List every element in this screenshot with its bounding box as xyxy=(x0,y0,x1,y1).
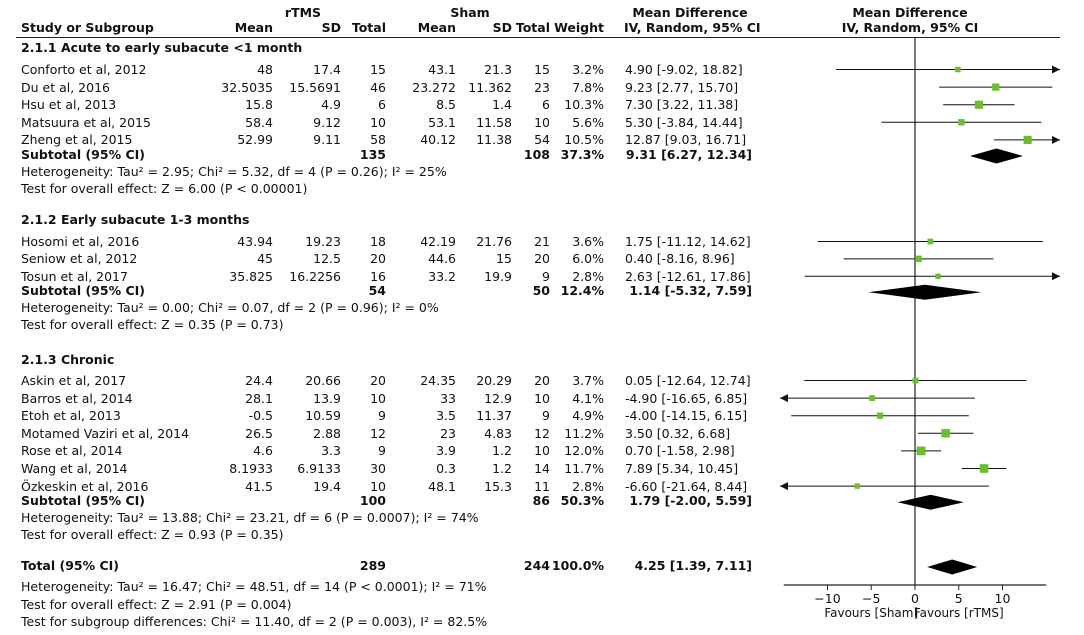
study-name: Motamed Vaziri et al, 2014 xyxy=(21,425,190,441)
rtms-mean: 52.99 xyxy=(237,132,273,148)
study-weight: 11.7% xyxy=(564,461,604,476)
study-ci: 0.40 [-8.16, 8.96] xyxy=(625,251,735,267)
header-total-rtms: Total xyxy=(351,20,386,35)
header-mean-rtms: Mean xyxy=(234,20,273,35)
header-group-sham: Sham xyxy=(450,5,490,20)
heterogeneity-text: Heterogeneity: Tau² = 0.00; Chi² = 0.07, df = 2 (P = 0.96); I² = 0% xyxy=(21,300,439,316)
rtms-mean: 15.8 xyxy=(245,97,273,113)
sham-sd: 21.76 xyxy=(476,234,512,249)
x-tick-label: −5 xyxy=(862,591,881,606)
subtotal-ci: 9.31 [6.27, 12.34] xyxy=(625,147,752,162)
study-weight: 2.8% xyxy=(572,268,604,284)
total-label: Total (95% CI) xyxy=(21,558,120,573)
rtms-mean: 26.5 xyxy=(245,425,273,441)
study-name: Özkeskin et al, 2016 xyxy=(21,478,149,494)
study-ci: 3.50 [0.32, 6.68] xyxy=(625,425,731,441)
rtms-mean: 35.825 xyxy=(229,268,273,284)
sham-mean: 23.272 xyxy=(412,79,456,95)
sham-mean: 48.1 xyxy=(428,478,456,494)
study-weight: 10.5% xyxy=(564,132,604,148)
rtms-total: 18 xyxy=(370,234,386,249)
rtms-sd: 19.4 xyxy=(313,478,341,494)
sham-mean: 33.2 xyxy=(428,268,456,284)
rtms-total: 16 xyxy=(370,268,386,284)
header-md-method: IV, Random, 95% CI xyxy=(624,20,761,35)
study-ci: 1.75 [-11.12, 14.62] xyxy=(625,234,751,249)
rtms-total: 15 xyxy=(370,62,386,77)
sham-mean: 0.3 xyxy=(436,461,456,476)
rtms-mean: 32.5035 xyxy=(221,79,273,95)
sham-mean: 44.6 xyxy=(428,251,456,267)
total-ci: 4.25 [1.39, 7.11] xyxy=(634,558,752,573)
x-tick-label: −10 xyxy=(814,591,841,606)
rtms-total: 20 xyxy=(370,373,386,388)
rtms-sd: 3.3 xyxy=(321,443,341,459)
subtotal-weight: 37.3% xyxy=(560,147,604,162)
header-group-rtms: rTMS xyxy=(284,5,322,20)
rtms-mean: 45 xyxy=(257,251,273,267)
rtms-sd: 17.4 xyxy=(313,62,341,77)
study-ci: -4.90 [-16.65, 6.85] xyxy=(625,390,748,406)
study-point-marker xyxy=(992,83,999,90)
subtotal-ci: 1.79 [-2.00, 5.59] xyxy=(629,493,752,509)
rtms-sd: 4.9 xyxy=(321,97,341,113)
study-weight: 12.0% xyxy=(564,443,604,459)
rtms-total: 9 xyxy=(378,443,386,459)
rtms-total: 20 xyxy=(370,251,386,267)
subtotal-ci: 1.14 [-5.32, 7.59] xyxy=(629,283,752,299)
study-point-marker xyxy=(917,447,926,456)
total-sham-total: 244 xyxy=(523,558,550,573)
sham-mean: 42.19 xyxy=(420,234,456,249)
sham-sd: 1.4 xyxy=(492,97,512,113)
sham-total: 14 xyxy=(534,461,550,476)
plot-title: Mean Difference xyxy=(852,5,968,20)
study-ci: 0.70 [-1.58, 2.98] xyxy=(625,443,735,459)
sham-total: 54 xyxy=(534,132,550,148)
sham-total: 21 xyxy=(534,234,550,249)
sham-sd: 12.9 xyxy=(484,390,512,406)
heterogeneity-text: Heterogeneity: Tau² = 2.95; Chi² = 5.32, df = 4 (P = 0.26); I² = 25% xyxy=(21,164,447,179)
rtms-sd: 2.88 xyxy=(313,425,341,441)
study-name: Conforto et al, 2012 xyxy=(21,62,147,77)
overall-effect-text: Test for overall effect: Z = 0.35 (P = 0.73) xyxy=(21,317,284,333)
overall-effect-text: Test for overall effect: Z = 6.00 (P < 0.00001) xyxy=(21,181,308,196)
rtms-sd: 19.23 xyxy=(305,234,341,249)
rtms-total: 9 xyxy=(378,408,386,424)
subtotal-rtms-total: 100 xyxy=(359,493,386,509)
rtms-sd: 9.12 xyxy=(313,114,341,130)
study-weight: 11.2% xyxy=(564,425,604,441)
rtms-mean: 41.5 xyxy=(245,478,273,494)
subtotal-diamond xyxy=(970,149,1023,164)
rtms-sd: 20.66 xyxy=(305,373,341,388)
study-point-marker xyxy=(941,429,949,437)
subgroup-differences-text: Test for subgroup differences: Chi² = 11.40, df = 2 (P = 0.003), I² = 82.5% xyxy=(21,614,488,629)
sham-sd: 11.58 xyxy=(476,114,512,130)
sham-sd: 1.2 xyxy=(492,443,512,459)
subtotal-label: Subtotal (95% CI) xyxy=(21,493,145,509)
study-ci: 7.89 [5.34, 10.45] xyxy=(625,461,739,476)
subgroup-title: 2.1.3 Chronic xyxy=(21,352,115,367)
ci-arrow-left xyxy=(780,394,788,402)
study-name: Rose et al, 2014 xyxy=(21,443,123,459)
sham-total: 23 xyxy=(534,79,550,95)
x-tick-label: 10 xyxy=(994,591,1011,606)
study-point-marker xyxy=(1024,136,1032,144)
rtms-sd: 13.9 xyxy=(313,390,341,406)
study-ci: 0.05 [-12.64, 12.74] xyxy=(625,373,751,388)
rtms-total: 6 xyxy=(378,97,386,113)
study-weight: 4.1% xyxy=(572,390,604,406)
study-point-marker xyxy=(958,119,964,125)
rtms-mean: 4.6 xyxy=(253,443,273,459)
study-ci: 9.23 [2.77, 15.70] xyxy=(625,79,739,95)
study-weight: 3.6% xyxy=(572,234,604,249)
sham-sd: 1.2 xyxy=(492,461,512,476)
study-name: Hosomi et al, 2016 xyxy=(21,234,140,249)
total-heterogeneity-text: Heterogeneity: Tau² = 16.47; Chi² = 48.51, df = 14 (P < 0.0001); I² = 71% xyxy=(21,579,487,594)
study-name: Tosun et al, 2017 xyxy=(21,268,128,284)
favours-sham-label: Favours [Sham] xyxy=(824,606,919,620)
sham-mean: 43.1 xyxy=(428,62,456,77)
rtms-sd: 12.5 xyxy=(313,251,341,267)
subgroup-title: 2.1.2 Early subacute 1-3 months xyxy=(21,212,250,227)
study-point-marker xyxy=(869,395,875,401)
sham-total: 10 xyxy=(534,114,550,130)
x-tick-label: 5 xyxy=(954,591,963,606)
sham-total: 12 xyxy=(534,425,550,441)
study-point-marker xyxy=(915,256,922,263)
study-point-marker xyxy=(927,239,933,245)
study-weight: 2.8% xyxy=(572,478,604,494)
sham-sd: 11.37 xyxy=(476,408,512,424)
rtms-sd: 9.11 xyxy=(313,132,341,148)
sham-total: 10 xyxy=(534,443,550,459)
study-point-marker xyxy=(913,378,919,384)
overall-effect-text: Test for overall effect: Z = 0.93 (P = 0.35) xyxy=(21,527,284,543)
study-weight: 4.9% xyxy=(572,408,604,424)
rtms-mean: 58.4 xyxy=(245,114,273,130)
sham-mean: 24.35 xyxy=(420,373,456,388)
subtotal-label: Subtotal (95% CI) xyxy=(21,283,145,299)
study-point-marker xyxy=(980,464,989,473)
x-tick-label: 0 xyxy=(911,591,919,606)
rtms-total: 10 xyxy=(370,390,386,406)
heterogeneity-text: Heterogeneity: Tau² = 13.88; Chi² = 23.21, df = 6 (P = 0.0007); I² = 74% xyxy=(21,510,479,526)
header-mean-sham: Mean xyxy=(417,20,456,35)
sham-mean: 3.9 xyxy=(436,443,456,459)
study-ci: 4.90 [-9.02, 18.82] xyxy=(625,62,743,77)
sham-sd: 19.9 xyxy=(484,268,512,284)
sham-mean: 3.5 xyxy=(436,408,456,424)
study-point-marker xyxy=(877,413,883,419)
rtms-mean: 48 xyxy=(257,62,273,77)
subtotal-weight: 12.4% xyxy=(560,283,604,299)
sham-mean: 53.1 xyxy=(428,114,456,130)
rtms-total: 46 xyxy=(370,79,386,95)
study-name: Askin et al, 2017 xyxy=(21,373,127,388)
rtms-total: 10 xyxy=(370,114,386,130)
subtotal-rtms-total: 135 xyxy=(359,147,386,162)
rtms-sd: 6.9133 xyxy=(297,461,341,476)
header-total-sham: Total xyxy=(515,20,550,35)
study-point-marker xyxy=(975,101,983,109)
favours-rtms-label: Favours [rTMS] xyxy=(913,606,1004,620)
study-name: Barros et al, 2014 xyxy=(21,390,133,406)
subtotal-sham-total: 86 xyxy=(532,493,550,509)
header-sd-rtms: SD xyxy=(321,20,341,35)
study-point-marker xyxy=(955,67,961,73)
study-name: Zheng et al, 2015 xyxy=(21,132,133,148)
sham-total: 9 xyxy=(542,268,550,284)
rtms-total: 30 xyxy=(370,461,386,476)
study-weight: 5.6% xyxy=(572,114,604,130)
total-rtms-total: 289 xyxy=(359,558,386,573)
sham-sd: 11.38 xyxy=(476,132,512,148)
study-point-marker xyxy=(855,483,860,488)
ci-arrow-right xyxy=(1052,66,1060,74)
rtms-sd: 16.2256 xyxy=(289,268,341,284)
ci-arrow-right xyxy=(1052,136,1060,144)
study-ci: 7.30 [3.22, 11.38] xyxy=(625,97,739,113)
subtotal-sham-total: 50 xyxy=(532,283,550,299)
sham-total: 20 xyxy=(534,251,550,267)
rtms-sd: 15.5691 xyxy=(289,79,341,95)
sham-mean: 8.5 xyxy=(436,97,456,113)
study-weight: 3.7% xyxy=(572,373,604,388)
subtotal-sham-total: 108 xyxy=(523,147,550,162)
study-weight: 10.3% xyxy=(564,97,604,113)
sham-total: 20 xyxy=(534,373,550,388)
sham-sd: 15 xyxy=(496,251,512,267)
study-point-marker xyxy=(935,274,940,279)
subtotal-label: Subtotal (95% CI) xyxy=(21,147,145,162)
sham-sd: 21.3 xyxy=(484,62,512,77)
study-ci: -6.60 [-21.64, 8.44] xyxy=(625,478,748,494)
header-mean-difference: Mean Difference xyxy=(632,5,748,20)
sham-sd: 11.362 xyxy=(468,79,512,95)
total-weight: 100.0% xyxy=(551,558,604,573)
sham-total: 11 xyxy=(534,478,550,494)
subgroup-title: 2.1.1 Acute to early subacute <1 month xyxy=(21,40,303,55)
sham-mean: 40.12 xyxy=(420,132,456,148)
rtms-mean: 43.94 xyxy=(237,234,273,249)
rtms-total: 12 xyxy=(370,425,386,441)
sham-total: 15 xyxy=(534,62,550,77)
rtms-sd: 10.59 xyxy=(305,408,341,424)
study-ci: 12.87 [9.03, 16.71] xyxy=(625,132,747,148)
sham-total: 9 xyxy=(542,408,550,424)
sham-total: 6 xyxy=(542,97,550,113)
study-weight: 6.0% xyxy=(572,251,604,267)
ci-arrow-right xyxy=(1052,272,1060,280)
rtms-mean: 8.1933 xyxy=(229,461,273,476)
study-weight: 7.8% xyxy=(572,79,604,95)
sham-mean: 33 xyxy=(440,390,456,406)
study-ci: 5.30 [-3.84, 14.44] xyxy=(625,114,743,130)
study-ci: 2.63 [-12.61, 17.86] xyxy=(625,268,751,284)
study-weight: 3.2% xyxy=(572,62,604,77)
rtms-mean: -0.5 xyxy=(248,408,273,424)
rtms-total: 58 xyxy=(370,132,386,148)
total-overall-effect-text: Test for overall effect: Z = 2.91 (P = 0.004) xyxy=(21,597,292,612)
study-name: Hsu et al, 2013 xyxy=(21,97,117,113)
subtotal-diamond xyxy=(898,495,964,510)
subtotal-diamond xyxy=(868,285,981,300)
study-name: Etoh et al, 2013 xyxy=(21,408,121,424)
rtms-mean: 28.1 xyxy=(245,390,273,406)
subtotal-rtms-total: 54 xyxy=(368,283,386,299)
study-name: Matsuura et al, 2015 xyxy=(21,114,151,130)
study-name: Seniow et al, 2012 xyxy=(21,251,138,267)
study-ci: -4.00 [-14.15, 6.15] xyxy=(625,408,748,424)
study-name: Du et al, 2016 xyxy=(21,79,110,95)
plot-method: IV, Random, 95% CI xyxy=(841,20,979,35)
sham-sd: 20.29 xyxy=(476,373,512,388)
header-sd-sham: SD xyxy=(492,20,512,35)
sham-mean: 23 xyxy=(440,425,456,441)
header-study-col: Study or Subgroup xyxy=(21,20,154,35)
subtotal-weight: 50.3% xyxy=(560,493,604,509)
total-diamond xyxy=(927,560,977,575)
rtms-mean: 24.4 xyxy=(245,373,273,388)
header-weight: Weight xyxy=(554,20,604,35)
rtms-total: 10 xyxy=(370,478,386,494)
ci-arrow-left xyxy=(780,482,788,490)
sham-sd: 15.3 xyxy=(484,478,512,494)
sham-total: 10 xyxy=(534,390,550,406)
study-name: Wang et al, 2014 xyxy=(21,461,128,476)
sham-sd: 4.83 xyxy=(484,425,512,441)
